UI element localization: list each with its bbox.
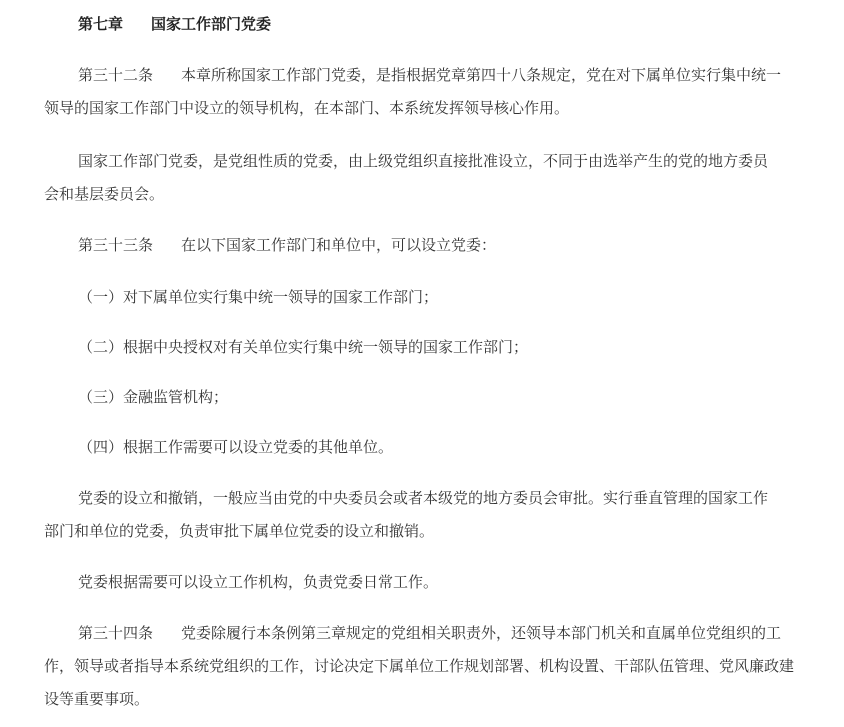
paragraph-text: 设等重要事项。 (44, 690, 150, 708)
paragraph-line (44, 98, 822, 118)
list-item-text: （四）根据工作需要可以设立党委的其他单位。 (78, 438, 394, 456)
paragraph-line (44, 689, 822, 709)
list-item (78, 287, 822, 307)
paragraph-line (78, 235, 822, 255)
paragraph-text: 在以下国家工作部门和单位中，可以设立党委： (181, 236, 497, 254)
chapter-number: 第七章 (78, 15, 124, 33)
paragraph-line (78, 151, 822, 171)
list-item (78, 387, 822, 407)
list-item-text: （二）根据中央授权对有关单位实行集中统一领导的国家工作部门； (78, 338, 529, 356)
paragraph-text: 会和基层委员会。 (44, 185, 165, 203)
paragraph-text: 党委的设立和撤销，一般应当由党的中央委员会或者本级党的地方委员会审批。实行垂直管理的国家工作 (78, 489, 769, 507)
paragraph-line (78, 623, 822, 643)
list-item (78, 437, 822, 457)
paragraph-line (78, 572, 822, 592)
article-number: 第三十三条 (78, 236, 154, 254)
paragraph-line (78, 65, 822, 85)
paragraph-text: 作，领导或者指导本系统党组织的工作，讨论决定下属单位工作规划部署、机构设置、干部队伍管理、党风廉政建 (44, 657, 795, 675)
article-number: 第三十二条 (78, 66, 154, 84)
paragraph-text: 党委除履行本条例第三章规定的党组相关职责外，还领导本部门机关和直属单位党组织的工 (181, 624, 782, 642)
list-item (78, 337, 822, 357)
list-item-text: （一）对下属单位实行集中统一领导的国家工作部门； (78, 288, 439, 306)
paragraph-line (78, 488, 822, 508)
paragraph-line (44, 521, 822, 541)
paragraph-text: 国家工作部门党委，是党组性质的党委，由上级党组织直接批准设立，不同于由选举产生的党的地方委员 (78, 152, 769, 170)
paragraph-text: 本章所称国家工作部门党委，是指根据党章第四十八条规定，党在对下属单位实行集中统一 (181, 66, 782, 84)
paragraph-text: 部门和单位的党委，负责审批下属单位党委的设立和撤销。 (44, 522, 435, 540)
chapter-title: 国家工作部门党委 (151, 15, 272, 33)
list-item-text: （三）金融监管机构； (78, 388, 229, 406)
paragraph-line (44, 656, 822, 676)
article-number: 第三十四条 (78, 624, 154, 642)
paragraph-text: 领导的国家工作部门中设立的领导机构，在本部门、本系统发挥领导核心作用。 (44, 99, 570, 117)
chapter-heading (78, 14, 822, 34)
paragraph-line (44, 184, 822, 204)
paragraph-text: 党委根据需要可以设立工作机构，负责党委日常工作。 (78, 573, 439, 591)
